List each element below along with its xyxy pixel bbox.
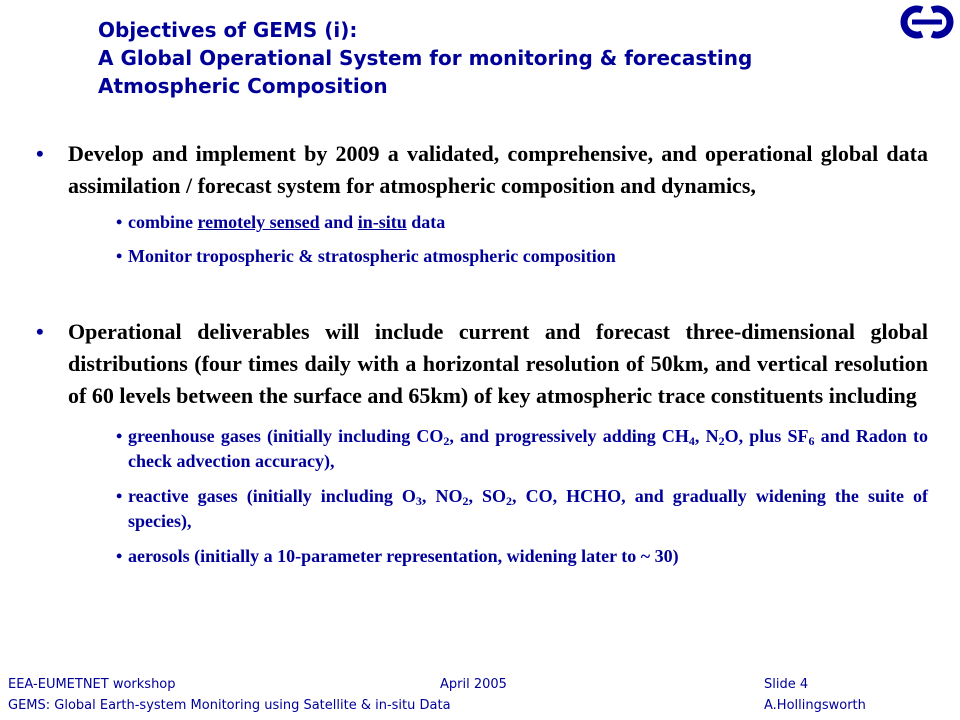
slide-title <box>98 16 878 100</box>
footer-row-1 <box>8 674 948 695</box>
in-situ-link[interactable]: in-situ <box>357 212 407 232</box>
objective-deliverables <box>36 316 928 412</box>
greenhouse-text-d: O, plus SF <box>724 426 809 446</box>
no2-subscript: 2 <box>462 494 469 508</box>
aerosols-text: aerosols (initially a 10-parameter representation, widening later to ~ 30) <box>128 546 679 566</box>
greenhouse-text-a: greenhouse gases (initially including CO <box>128 426 444 446</box>
combine-prefix: combine <box>128 212 198 232</box>
sf6-subscript: 6 <box>808 434 815 448</box>
objective-develop <box>36 138 928 202</box>
bullet: • <box>116 246 123 266</box>
title-line-1: Objectives of GEMS (i): <box>98 18 358 42</box>
bullet: • <box>116 546 123 566</box>
footer-date: April 2005 <box>440 677 507 692</box>
ch4-subscript: 4 <box>688 434 695 448</box>
greenhouse-text-e: and Radon to check advection accuracy), <box>128 426 928 471</box>
sub-item-reactive <box>116 484 928 534</box>
greenhouse-text-b: , and progressively adding CH <box>449 426 689 446</box>
combine-mid: and <box>319 212 358 232</box>
combine-suffix: data <box>406 212 446 232</box>
sub-item-monitor <box>116 244 928 269</box>
reactive-text-b: , NO <box>421 486 463 506</box>
slide-body <box>36 138 928 569</box>
slide-footer <box>8 674 948 716</box>
reactive-text-a: reactive gases (initially including O <box>128 486 416 506</box>
so2-subscript: 2 <box>506 494 513 508</box>
sub-item-combine <box>116 210 928 235</box>
footer-project: GEMS: Global Earth-system Monitoring using Satellite & in-situ Data <box>8 698 451 713</box>
monitor-text: Monitor tropospheric & stratospheric atmospheric composition <box>128 246 616 266</box>
n2o-subscript: 2 <box>718 434 725 448</box>
objective-deliverables-text: Operational deliverables will include current and forecast three-dimensional global distributions (four times daily with a horizontal resolution of 50km, and vertical resolution of 60 levels between the surface and 65km) of key atmospheric trace constituents including <box>68 319 928 408</box>
remotely-sensed-link[interactable]: remotely sensed <box>197 212 320 232</box>
bullet: • <box>116 486 123 506</box>
footer-author: A.Hollingsworth <box>764 698 866 713</box>
footer-workshop: EEA-EUMETNET workshop <box>8 677 176 692</box>
o3-subscript: 3 <box>415 494 422 508</box>
ecmwf-logo-icon <box>898 2 956 42</box>
footer-row-2 <box>8 695 948 716</box>
reactive-text-d: , CO, HCHO, and gradually widening the suite of species), <box>128 486 929 531</box>
reactive-text-c: , SO <box>468 486 507 506</box>
bullet: • <box>116 426 123 446</box>
title-line-3: Atmospheric Composition <box>98 74 388 98</box>
bullet: • <box>36 141 44 166</box>
sub-item-aerosols <box>116 544 928 569</box>
bullet: • <box>116 212 123 232</box>
sub-item-greenhouse <box>116 424 928 474</box>
objective-develop-text: Develop and implement by 2009 a validated, comprehensive, and operational global data assimilation / forecast system for atmospheric composition and dynamics, <box>68 141 928 198</box>
greenhouse-text-c: , N <box>694 426 719 446</box>
co2-subscript: 2 <box>443 434 450 448</box>
footer-slide-number: Slide 4 <box>764 677 809 692</box>
bullet: • <box>36 319 44 344</box>
title-line-2: A Global Operational System for monitoring & forecasting <box>98 46 753 70</box>
